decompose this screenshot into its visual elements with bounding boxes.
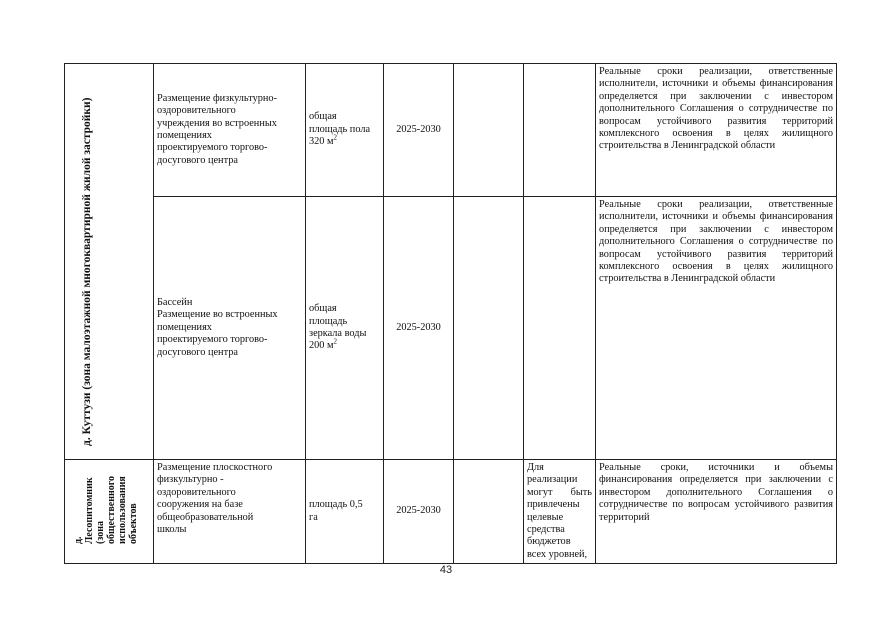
notes-text: Реальные сроки, источники и объемы финансирования определяется при заключении с инвестором дополнительного Соглашения о сотрудничестве по вопросам устойчивого развития территорий — [599, 462, 833, 523]
object-line: общеобразовательной — [157, 511, 254, 523]
notes-cell — [596, 197, 837, 460]
period-value: 2025-2030 — [396, 321, 441, 333]
zone-label-line: д. — [73, 536, 84, 544]
period-cell — [384, 64, 454, 197]
object-line: проектируемого торгово- — [157, 334, 268, 346]
table-row — [65, 197, 837, 460]
notes-text: Реальные сроки реализации, ответственные исполнители, источники и объемы финансирования определяется при заключении с инвестором дополнительного Соглашения о сотрудничестве по вопросам устойчивого развития территорий комплексного освоения в целях жилищного строительства в Ленинградской области — [599, 66, 833, 152]
zone-label-line: Лесопитомник — [84, 477, 95, 544]
object-cell — [154, 460, 306, 564]
zone-label-line: использования — [117, 476, 128, 544]
table-row — [65, 460, 837, 564]
object-line: Размещение во встроенных — [157, 309, 278, 321]
object-line: школы — [157, 524, 187, 536]
area-line: зеркала воды — [309, 328, 367, 339]
object-cell — [154, 64, 306, 197]
object-line: физкультурно - — [157, 474, 224, 486]
object-line: Размещение физкультурно- — [157, 92, 277, 104]
area-cell — [306, 460, 384, 564]
table-row — [65, 64, 837, 197]
zone-cell-lesopitomnik — [65, 460, 154, 564]
object-line: оздоровительного — [157, 486, 236, 498]
zone-label-line: объектов — [128, 503, 139, 544]
funding-cell — [524, 64, 596, 197]
zone-label-line: (зона — [95, 520, 106, 544]
period-cell — [384, 460, 454, 564]
object-line: Бассейн — [157, 296, 193, 308]
object-line: помещениях — [157, 130, 212, 141]
area-superscript: 2 — [333, 133, 338, 142]
area-cell — [306, 64, 384, 197]
object-line: учреждения во встроенных — [157, 117, 277, 129]
zone-label-line: общественного — [106, 475, 117, 544]
object-line: помещениях — [157, 321, 212, 333]
area-superscript: 2 — [333, 337, 338, 346]
funding-cell — [524, 197, 596, 460]
empty-cell — [454, 64, 524, 197]
area-cell — [306, 197, 384, 460]
area-line: га — [309, 511, 318, 523]
empty-cell — [454, 460, 524, 564]
object-line: досугового центра — [157, 154, 238, 166]
object-line: Размещение плоскостного — [157, 462, 273, 473]
area-line: общая — [309, 111, 337, 123]
object-line: проектируемого торгово- — [157, 142, 268, 154]
object-cell — [154, 197, 306, 460]
empty-cell — [454, 197, 524, 460]
notes-cell — [596, 460, 837, 564]
area-line: площадь — [309, 315, 348, 327]
period-value: 2025-2030 — [396, 123, 441, 135]
zone-label-kuttuzi: д. Куттузи (зона малоэтажной многоквартирной жилой застройки) — [81, 97, 93, 446]
area-line: 320 м — [309, 136, 334, 148]
object-line: сооружения на базе — [157, 499, 243, 511]
zone-label-lesopitomnik — [73, 460, 139, 547]
area-line: 200 м — [309, 340, 334, 352]
period-cell — [384, 197, 454, 460]
notes-cell — [596, 64, 837, 197]
area-line: общая — [309, 303, 337, 315]
funding-text: Для реализации могут быть привлечены целевые средства бюджетов всех уровней, — [527, 462, 592, 560]
period-value: 2025-2030 — [396, 505, 441, 517]
object-line: досугового центра — [157, 346, 238, 358]
program-table — [64, 63, 837, 564]
funding-cell — [524, 460, 596, 564]
area-line: площадь 0,5 — [309, 499, 363, 511]
zone-cell-kuttuzi — [65, 64, 154, 460]
page-number: 43 — [439, 564, 453, 576]
notes-text: Реальные сроки реализации, ответственные исполнители, источники и объемы финансирования определяется при заключении с инвестором дополнительного Соглашения о сотрудничестве по вопросам устойчивого развития территорий комплексного освоения в целях жилищного строительства в Ленинградской области — [599, 199, 833, 285]
object-line: оздоровительного — [157, 105, 236, 117]
area-line: площадь пола — [309, 123, 371, 135]
